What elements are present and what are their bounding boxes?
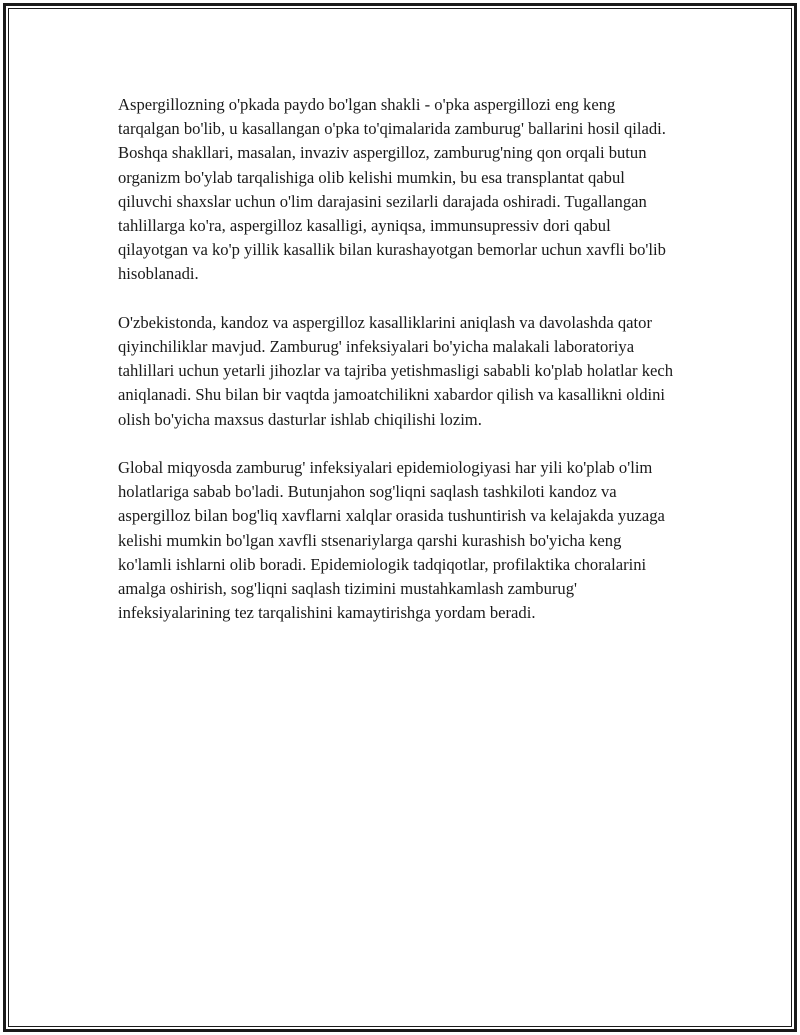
- paragraph-global-epidemiologiya: Global miqyosda zamburug' infeksiyalari epidemiologiyasi har yili ko'plab o'lim holatlariga sabab bo'ladi. Butunjahon sog'liqni saqlash tashkiloti kandoz va aspergilloz bilan bog'liq xavflarni xalqlar orasida tushuntirish va kelajakda yuzaga kelishi mumkin bo'lgan xavfli stsenariylarga qarshi kurashish bo'yicha keng ko'lamli ishlarni olib boradi. Epidemiologik tadqiqotlar, profilaktika choralarini amalga oshirish, sog'liqni saqlash tizimini mustahkamlash zamburug' infeksiyalarining tez tarqalishini kamaytirishga yordam beradi.: [118, 458, 665, 623]
- paragraph-aspergilloz-shakllari: Aspergillozning o'pkada paydo bo'lgan shakli - o'pka aspergillozi eng keng tarqalgan bo'lib, u kasallangan o'pka to'qimalarida zamburug' ballarini hosil qiladi. Boshqa shakllari, masalan, invaziv aspergilloz, zamburug'ning qon orqali butun organizm bo'ylab tarqalishiga olib kelishi mumkin, bu esa transplantat qabul qiluvchi shaxslar uchun o'lim darajasini sezilarli darajada oshiradi. Tugallangan tahlillarga ko'ra, aspergilloz kasalligi, ayniqsa, immunsupressiv dori qabul qilayotgan va ko'p yillik kasallik bilan kurashayotgan bemorlar uchun xavfli bo'lib hisoblanadi.: [118, 95, 666, 284]
- document-body: [118, 93, 678, 650]
- paragraph-ozbekiston-muammolari: O'zbekistonda, kandoz va aspergilloz kasalliklarini aniqlash va davolashda qator qiyinchiliklar mavjud. Zamburug' infeksiyalari bo'yicha malakali laboratoriya tahlillari uchun yetarli jihozlar va tajriba yetishmasligi sababli ko'plab holatlar kech aniqlanadi. Shu bilan bir vaqtda jamoatchilikni xabardor qilish va kasallikni oldini olish bo'yicha maxsus dasturlar ishlab chiqilishi lozim.: [118, 312, 674, 429]
